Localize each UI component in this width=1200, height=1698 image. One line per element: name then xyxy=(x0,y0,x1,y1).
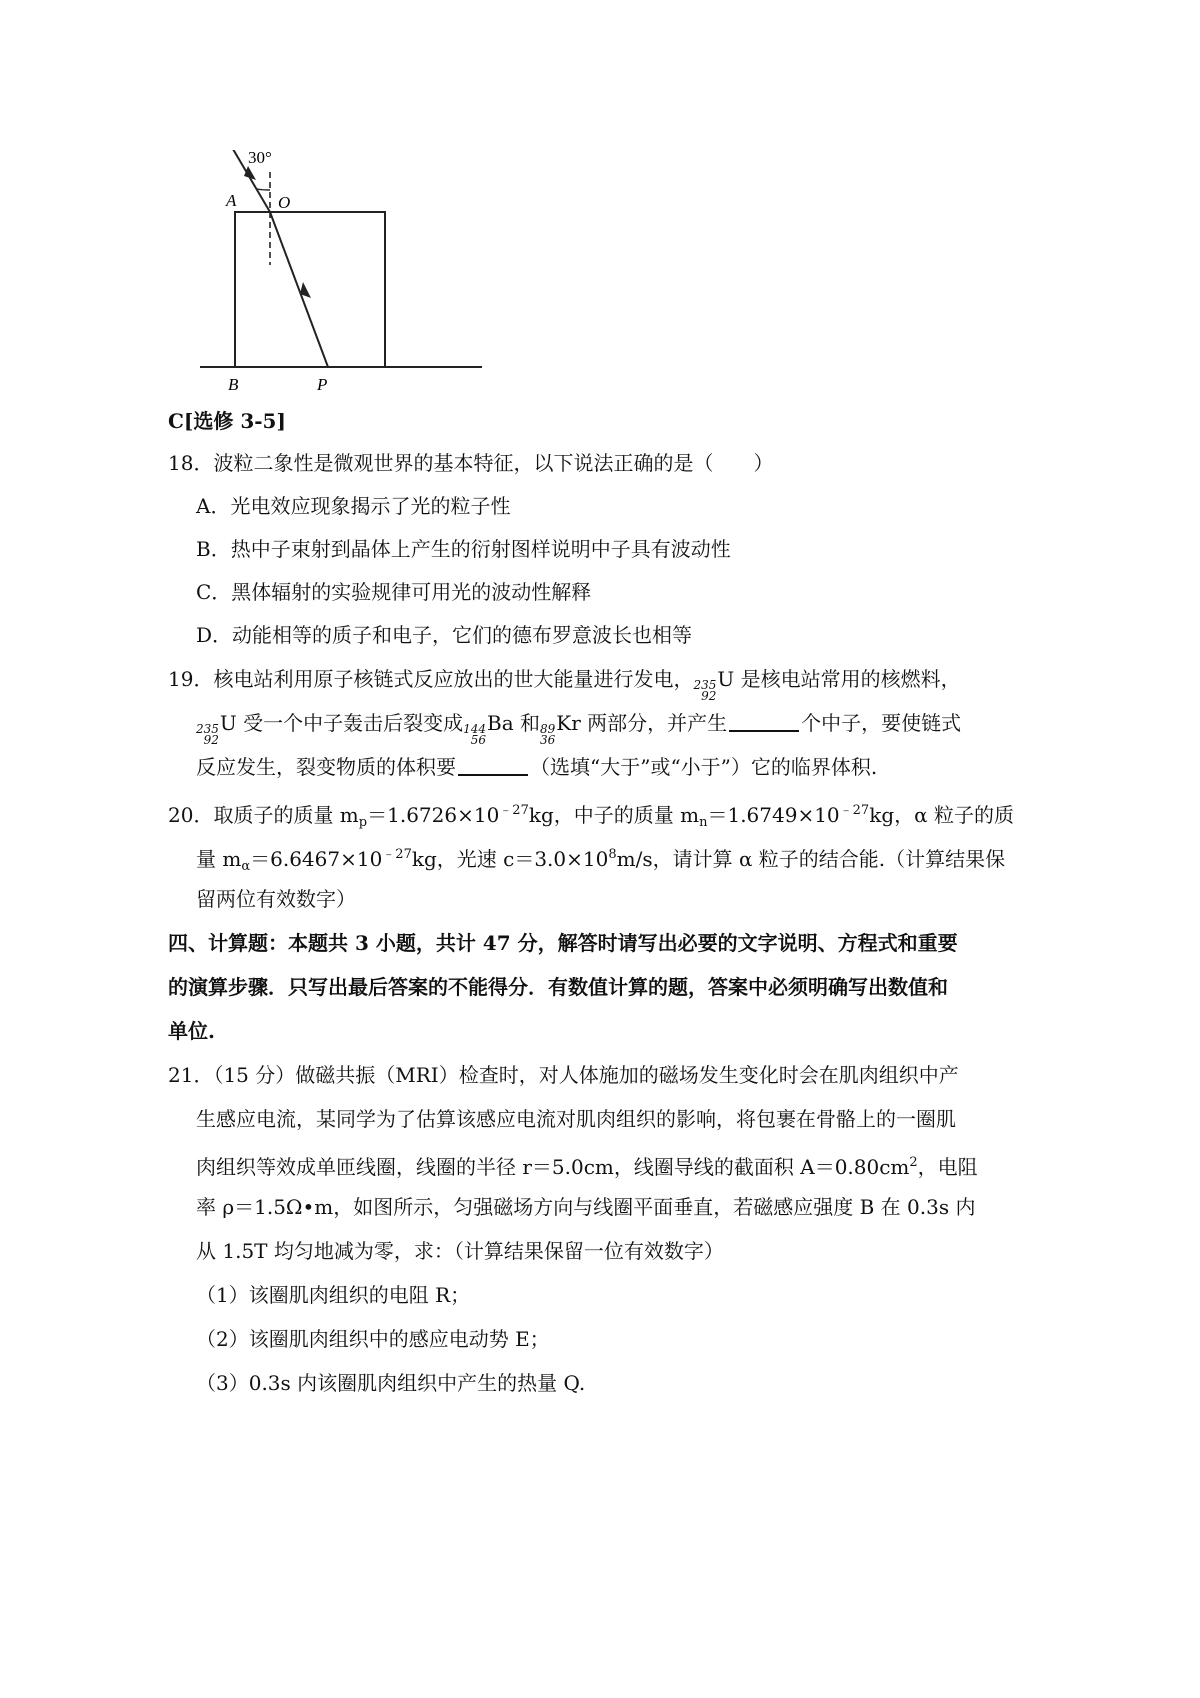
q20-number: 20． xyxy=(168,803,214,827)
q20-text-2a: 量 m xyxy=(196,847,242,871)
q18-option-b: B．热中子束射到晶体上产生的衍射图样说明中子具有波动性 xyxy=(196,537,731,561)
krypton-notation xyxy=(540,724,555,746)
q19-text-2b: 和 xyxy=(513,711,541,735)
kr-z: 36 xyxy=(540,733,556,747)
ba-mass: 144 xyxy=(463,722,487,736)
label-O: O xyxy=(278,193,291,212)
q21-part-1: （1）该圈肌肉组织的电阻 R； xyxy=(196,1283,471,1307)
q19-line-2 xyxy=(196,708,961,746)
q18-option-c: C．黑体辐射的实验规律可用光的波动性解释 xyxy=(196,580,592,604)
section-4-line-2: 的演算步骤．只写出最后答案的不能得分．有数值计算的题，答案中必须明确写出数值和 xyxy=(168,975,948,999)
section-4-line-1: 四、计算题：本题共 3 小题，共计 47 分，解答时请写出必要的文字说明、方程式和重要 xyxy=(168,931,958,955)
refracted-ray xyxy=(270,212,328,367)
angle-arc xyxy=(257,189,270,190)
q20-line-3: 留两位有效数字） xyxy=(196,887,356,911)
q19-text-3b: （选填“大于”或“小于”）它的临界体积. xyxy=(530,755,878,779)
q21-line-5: 从 1.5T 均匀地减为零，求：（计算结果保留一位有效数字） xyxy=(196,1239,724,1263)
proton-subscript: p xyxy=(358,815,368,830)
kr-mass: 89 xyxy=(540,722,556,736)
q19-text-1a: 核电站利用原子核链式反应放出的世大能量进行发电， xyxy=(213,667,694,691)
q19-text-2d: 个中子，要使链式 xyxy=(801,711,962,735)
q19-number: 19． xyxy=(168,667,214,691)
q20-text-1e: kg，α 粒子的质 xyxy=(869,803,1014,827)
u-mass: 235 xyxy=(693,678,717,692)
section-4-line-3: 单位. xyxy=(168,1019,215,1043)
q19-line-3 xyxy=(196,752,877,782)
ba-symbol: Ba xyxy=(487,711,514,735)
q20-text-1b: ＝1.6726×10 xyxy=(367,803,500,827)
q18-option-a: A．光电效应现象揭示了光的粒子性 xyxy=(196,494,511,518)
kr-symbol: Kr xyxy=(556,711,581,735)
q19-text-3a: 反应发生，裂变物质的体积要 xyxy=(196,755,456,779)
q18-option-d: D．动能相等的质子和电子，它们的德布罗意波长也相等 xyxy=(196,623,693,647)
label-P: P xyxy=(317,375,328,394)
q21-part-3: （3）0.3s 内该圈肌肉组织中产生的热量 Q. xyxy=(196,1371,586,1395)
q21-line-4: 率 ρ＝1.5Ω•m，如图所示，匀强磁场方向与线圈平面垂直，若磁感应强度 B 在 0.3s 内 xyxy=(196,1195,976,1219)
angle-label: 30° xyxy=(248,150,272,167)
refraction-diagram xyxy=(200,150,490,430)
u-z-2: 92 xyxy=(203,733,219,747)
q21-part-2: （2）该圈肌肉组织中的感应电动势 E； xyxy=(196,1327,550,1351)
q20-text-2c: kg，光速 c＝3.0×10 xyxy=(411,847,609,871)
q19-text-2c: 两部分，并产生 xyxy=(580,711,728,735)
exponent-2: ﹣27 xyxy=(839,803,870,818)
exponent-3: ﹣27 xyxy=(382,847,412,862)
incident-arrow xyxy=(244,166,256,180)
q21-line-1: 21．（15 分）做磁共振（MRI）检查时，对人体施加的磁场发生变化时会在肌肉组织中产 xyxy=(168,1063,959,1087)
u-symbol-2: U xyxy=(219,711,237,735)
label-B: B xyxy=(228,375,239,394)
q21-text-3b: ，电阻 xyxy=(917,1155,978,1179)
q21-line-3 xyxy=(196,1148,978,1182)
q21-line-2: 生感应电流，某同学为了估算该感应电流对肌肉组织的影响，将包裹在骨骼上的一圈肌 xyxy=(196,1107,956,1131)
barium-notation xyxy=(463,724,486,746)
neutron-subscript: n xyxy=(699,815,708,830)
uranium-notation-2 xyxy=(196,724,219,746)
q20-text-1c: kg，中子的质量 m xyxy=(528,803,700,827)
alpha-subscript: α xyxy=(241,859,251,874)
ba-z: 56 xyxy=(470,733,487,747)
q20-text-1a: 取质子的质量 m xyxy=(213,803,359,827)
q20-text-2b: ＝6.6467×10 xyxy=(250,847,383,871)
q21-text-3a: 肉组织等效成单匝线圈，线圈的半径 r＝5.0cm，线圈导线的截面积 A＝0.80cm xyxy=(196,1155,910,1179)
q18-stem: 18．波粒二象性是微观世界的基本特征，以下说法正确的是（ ） xyxy=(168,451,774,475)
q20-line-1 xyxy=(168,796,1014,838)
answer-blank-volume[interactable] xyxy=(458,756,528,776)
exponent-1: ﹣27 xyxy=(499,803,529,818)
area-exponent: 2 xyxy=(909,1155,918,1170)
q20-text-2d: m/s，请计算 α 粒子的结合能.（计算结果保 xyxy=(616,847,1006,871)
q19-line-1 xyxy=(168,664,961,702)
glass-block xyxy=(235,212,385,367)
u-z: 92 xyxy=(701,689,717,703)
uranium-notation xyxy=(693,680,716,702)
q20-line-2 xyxy=(196,840,1005,882)
label-A: A xyxy=(226,191,237,210)
u-mass-2: 235 xyxy=(196,722,219,736)
q19-text-1b: 是核电站常用的核燃料， xyxy=(734,667,961,691)
q19-text-2a: 受一个中子轰击后裂变成 xyxy=(236,711,464,735)
u-symbol: U xyxy=(717,667,735,691)
exponent-4: 8 xyxy=(608,847,617,862)
answer-blank-neutrons[interactable] xyxy=(729,712,799,732)
q20-text-1d: ＝1.6749×10 xyxy=(707,803,840,827)
section-c-heading: C[选修 3-5] xyxy=(168,409,286,433)
